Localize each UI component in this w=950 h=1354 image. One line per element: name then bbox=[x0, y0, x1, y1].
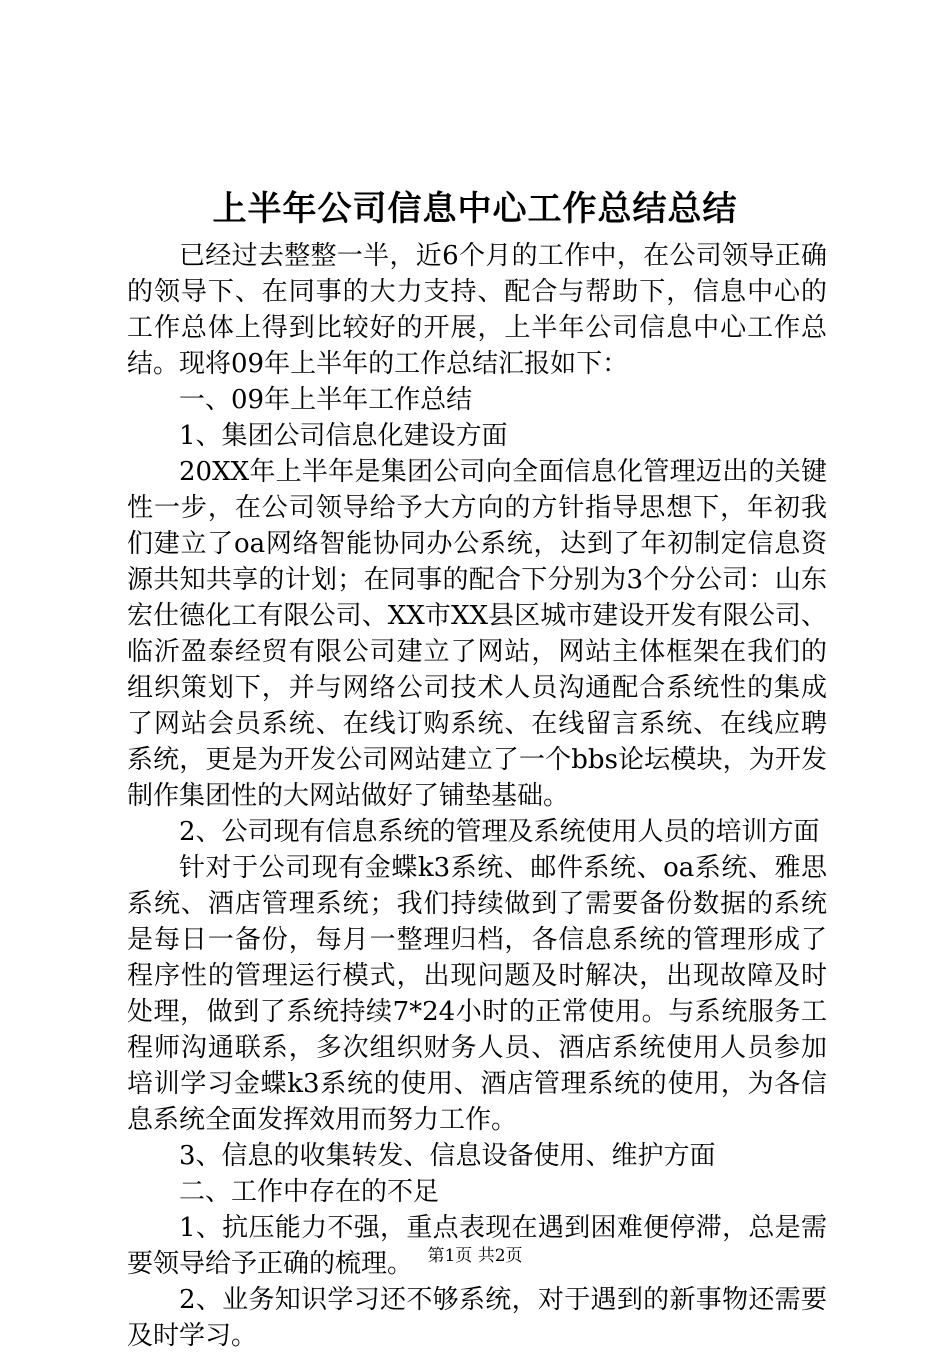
paragraph-shortcoming-1: 1、抗压能力不强，重点表现在遇到困难便停滞，总是需要领导给予正确的梳理。 bbox=[127, 1213, 827, 1279]
section-heading-summary: 一、09年上半年工作总结 bbox=[179, 385, 473, 415]
subsection-heading-info-collection: 3、信息的收集转发、信息设备使用、维护方面 bbox=[179, 1141, 716, 1171]
paragraph-system-management: 针对于公司现有金蝶k3系统、邮件系统、oa系统、雅思系统、酒店管理系统；我们持续做到了需要备份数据的系统是每日一备份，每月一整理归档，各信息系统的管理形成了程序性的管理运行模式，出现问题及时解决，出现故障及时处理，做到了系统持续7*24小时的正常使用。与系统服务工程师沟通联系，多次组织财务人员、酒店系统使用人员参加培训学习金蝶k3系统的使用、酒店管理系统的使用，为各信息系统全面发挥效用而努力工作。 bbox=[127, 853, 827, 1135]
subsection-heading-informatization: 1、集团公司信息化建设方面 bbox=[179, 421, 508, 451]
subsection-heading-system-management: 2、公司现有信息系统的管理及系统使用人员的培训方面 bbox=[179, 817, 820, 847]
paragraph-informatization: 20XX年上半年是集团公司向全面信息化管理迈出的关键性一步，在公司领导给予大方向的方针指导思想下，年初我们建立了oa网络智能协同办公系统，达到了年初制定信息资源共知共享的计划；在同事的配合下分别为3个分公司：山东宏仕德化工有限公司、XX市XX县区城市建设开发有限公司、临沂盈泰经贸有限公司建立了网站，网站主体框架在我们的组织策划下，并与网络公司技术人员沟通配合系统性的集成了网站会员系统、在线订购系统、在线留言系统、在线应聘系统，更是为开发公司网站建立了一个bbs论坛模块，为开发制作集团性的大网站做好了铺垫基础。 bbox=[127, 457, 827, 811]
document-body bbox=[127, 238, 827, 1354]
page-footer: 第1页 共2页 bbox=[427, 1246, 523, 1266]
paragraph-intro: 已经过去整整一半，近6个月的工作中，在公司领导正确的领导下、在同事的大力支持、配合与帮助下，信息中心的工作总体上得到比较好的开展，上半年公司信息中心工作总结。现将09年上半年的工作总结汇报如下： bbox=[127, 241, 827, 379]
document-title: 上半年公司信息中心工作总结总结 bbox=[212, 189, 738, 229]
section-heading-shortcomings: 二、工作中存在的不足 bbox=[179, 1177, 440, 1207]
paragraph-shortcoming-2: 2、业务知识学习还不够系统，对于遇到的新事物还需要及时学习。 bbox=[127, 1285, 827, 1351]
